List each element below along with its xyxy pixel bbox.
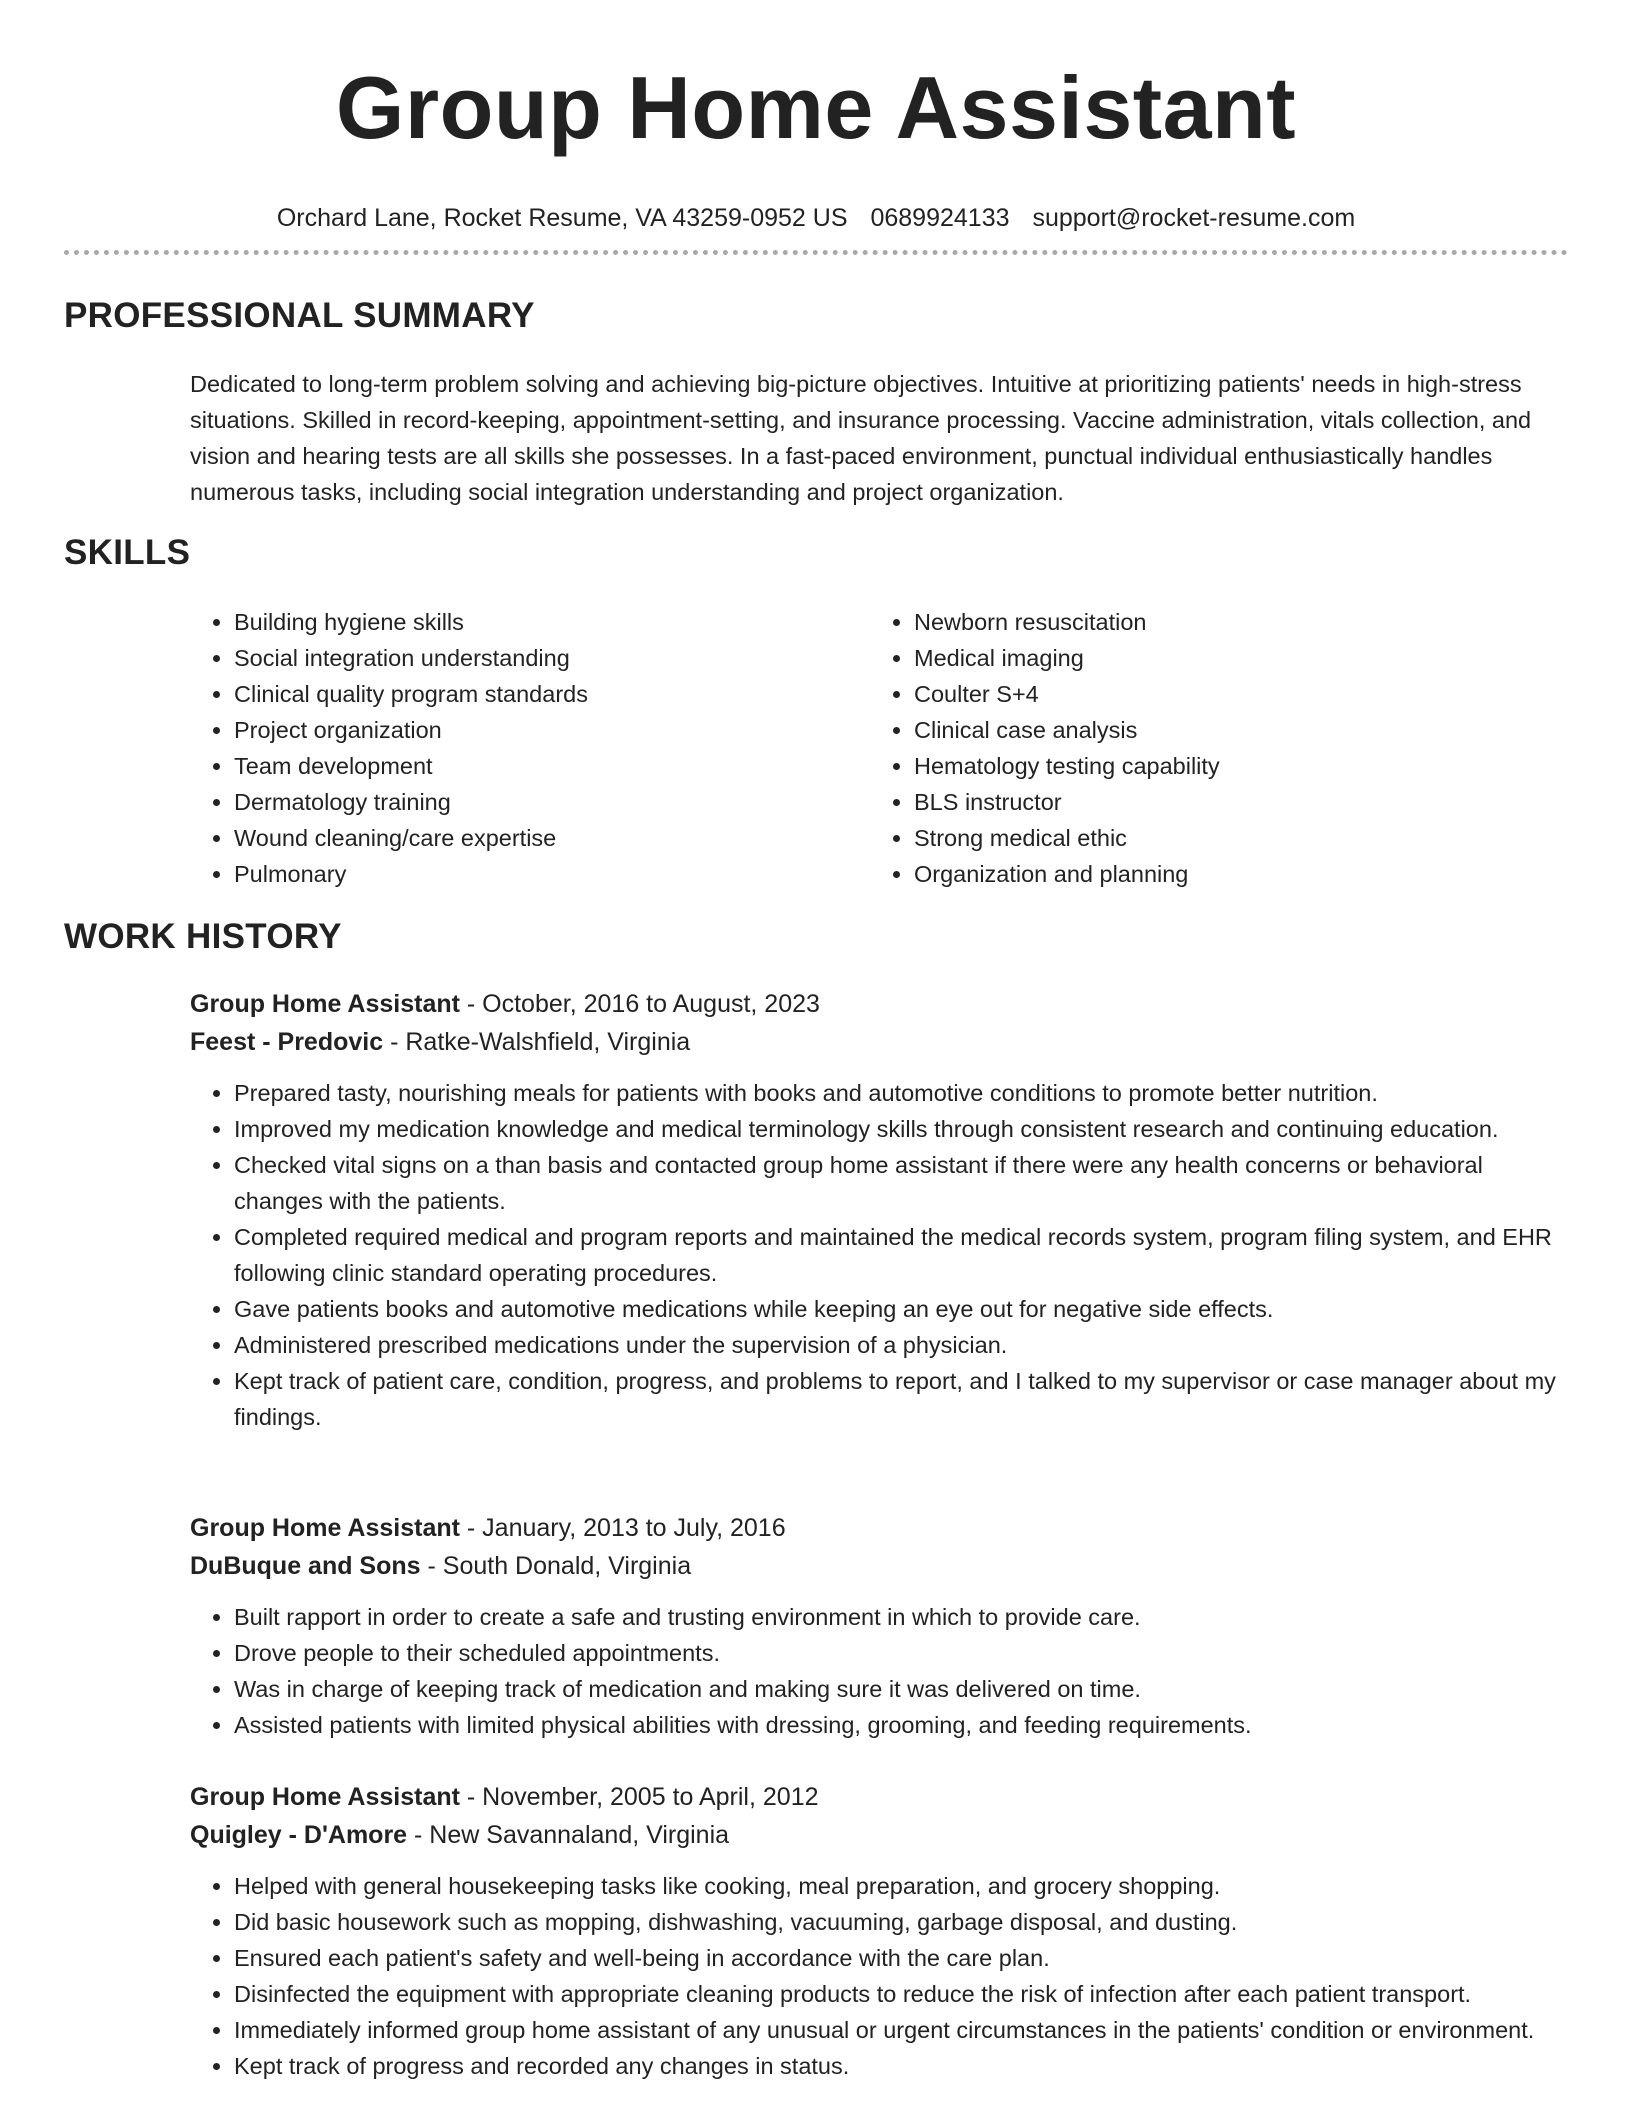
- job-bullet: • Administered prescribed medications under the supervision of a physician.: [234, 1327, 1572, 1363]
- skill-item: • Clinical quality program standards: [234, 676, 870, 712]
- job-dates: - November, 2005 to April, 2012: [459, 1783, 819, 1811]
- job-company-line: [190, 1547, 1572, 1585]
- skills-column-right: [870, 604, 1550, 892]
- section-title-skills: SKILLS: [64, 533, 191, 572]
- skill-item: • Clinical case analysis: [914, 712, 1550, 748]
- job-dates: - January, 2013 to July, 2016: [459, 1514, 786, 1542]
- skill-item: • Newborn resuscitation: [914, 604, 1550, 640]
- job-title-line: [190, 985, 1572, 1023]
- section-title-work-history: WORK HISTORY: [64, 917, 342, 956]
- job-company: Quigley - D'Amore: [190, 1821, 408, 1849]
- skills-column-left: [190, 604, 870, 892]
- skill-item: • Pulmonary: [234, 856, 870, 892]
- skill-item: • Hematology testing capability: [914, 748, 1550, 784]
- skill-item: • Team development: [234, 748, 870, 784]
- skill-item: • Organization and planning: [914, 856, 1550, 892]
- job-location: - Ratke-Walshfield, Virginia: [383, 1028, 691, 1056]
- job-bullets: [190, 1599, 1572, 1743]
- skills-list: [190, 604, 1550, 892]
- job-bullet: • Drove people to their scheduled appointments.: [234, 1635, 1572, 1671]
- job-bullet: • Kept track of progress and recorded any changes in status.: [234, 2048, 1572, 2084]
- skill-item: • Wound cleaning/care expertise: [234, 820, 870, 856]
- contact-line: [0, 202, 1632, 234]
- header-divider: [64, 250, 1568, 255]
- skill-item: • Medical imaging: [914, 640, 1550, 676]
- skill-item: • Building hygiene skills: [234, 604, 870, 640]
- job-title: Group Home Assistant: [190, 990, 460, 1018]
- skill-item: • Project organization: [234, 712, 870, 748]
- skill-item: • Dermatology training: [234, 784, 870, 820]
- contact-phone: 0689924133: [870, 204, 1010, 232]
- job-bullet: • Did basic housework such as mopping, dishwashing, vacuuming, garbage disposal, and dusting.: [234, 1904, 1572, 1940]
- job-bullet: • Checked vital signs on a than basis and contacted group home assistant if there were any health concerns or behavioral changes with the patients.: [234, 1147, 1572, 1219]
- professional-summary: Dedicated to long-term problem solving and achieving big-picture objectives. Intuitive at prioritizing patients' needs in high-stress situations. Skilled in record-keeping, appointment-setting, and insurance processing. Vaccine administration, vitals collection, and vision and hearing tests are all skills she possesses. In a fast-paced environment, punctual individual enthusiastically handles numerous tasks, including social integration understanding and project organization.: [190, 371, 1532, 505]
- job-bullet: • Built rapport in order to create a safe and trusting environment in which to provide care.: [234, 1599, 1572, 1635]
- skill-item: • Social integration understanding: [234, 640, 870, 676]
- job-bullet: • Improved my medication knowledge and medical terminology skills through consistent research and continuing education.: [234, 1111, 1572, 1147]
- job-title-line: [190, 1509, 1572, 1547]
- job-bullet: • Assisted patients with limited physical abilities with dressing, grooming, and feeding requirements.: [234, 1707, 1572, 1743]
- contact-address: Orchard Lane, Rocket Resume, VA 43259-0952 US: [276, 204, 848, 232]
- job-bullet: • Prepared tasty, nourishing meals for patients with books and automotive conditions to promote better nutrition.: [234, 1075, 1572, 1111]
- job-bullet: • Kept track of patient care, condition, progress, and problems to report, and I talked to my supervisor or case manager about my findings.: [234, 1363, 1572, 1435]
- skill-item: • Coulter S+4: [914, 676, 1550, 712]
- skill-item: • Strong medical ethic: [914, 820, 1550, 856]
- job-dates: - October, 2016 to August, 2023: [459, 990, 820, 1018]
- job-bullet: • Disinfected the equipment with appropriate cleaning products to reduce the risk of infection after each patient transport.: [234, 1976, 1572, 2012]
- job-title: Group Home Assistant: [190, 1783, 460, 1811]
- job-bullets: [190, 1075, 1572, 1435]
- job-bullets: [190, 1868, 1572, 2084]
- job-company-line: [190, 1816, 1572, 1854]
- job-bullet: • Was in charge of keeping track of medication and making sure it was delivered on time.: [234, 1671, 1572, 1707]
- job-bullet: • Completed required medical and program reports and maintained the medical records system, program filing system, and EHR following clinic standard operating procedures.: [234, 1219, 1572, 1291]
- contact-email: support@rocket-resume.com: [1032, 204, 1356, 232]
- job-bullet: • Ensured each patient's safety and well-being in accordance with the care plan.: [234, 1940, 1572, 1976]
- section-title-summary: PROFESSIONAL SUMMARY: [64, 296, 535, 335]
- job-company: Feest - Predovic: [190, 1028, 384, 1056]
- job-title-line: [190, 1778, 1572, 1816]
- resume-name: Group Home Assistant: [335, 58, 1297, 157]
- job-company: DuBuque and Sons: [190, 1552, 421, 1580]
- job-entry: [190, 985, 1572, 1435]
- job-entry: [190, 1509, 1572, 1743]
- job-bullet: • Gave patients books and automotive medications while keeping an eye out for negative side effects.: [234, 1291, 1572, 1327]
- job-location: - New Savannaland, Virginia: [407, 1821, 730, 1849]
- job-title: Group Home Assistant: [190, 1514, 460, 1542]
- job-entry: [190, 1778, 1572, 2084]
- job-bullet: • Immediately informed group home assistant of any unusual or urgent circumstances in the patients' condition or environment.: [234, 2012, 1572, 2048]
- job-company-line: [190, 1023, 1572, 1061]
- job-location: - South Donald, Virginia: [420, 1552, 692, 1580]
- job-bullet: • Helped with general housekeeping tasks like cooking, meal preparation, and grocery shopping.: [234, 1868, 1572, 1904]
- skill-item: • BLS instructor: [914, 784, 1550, 820]
